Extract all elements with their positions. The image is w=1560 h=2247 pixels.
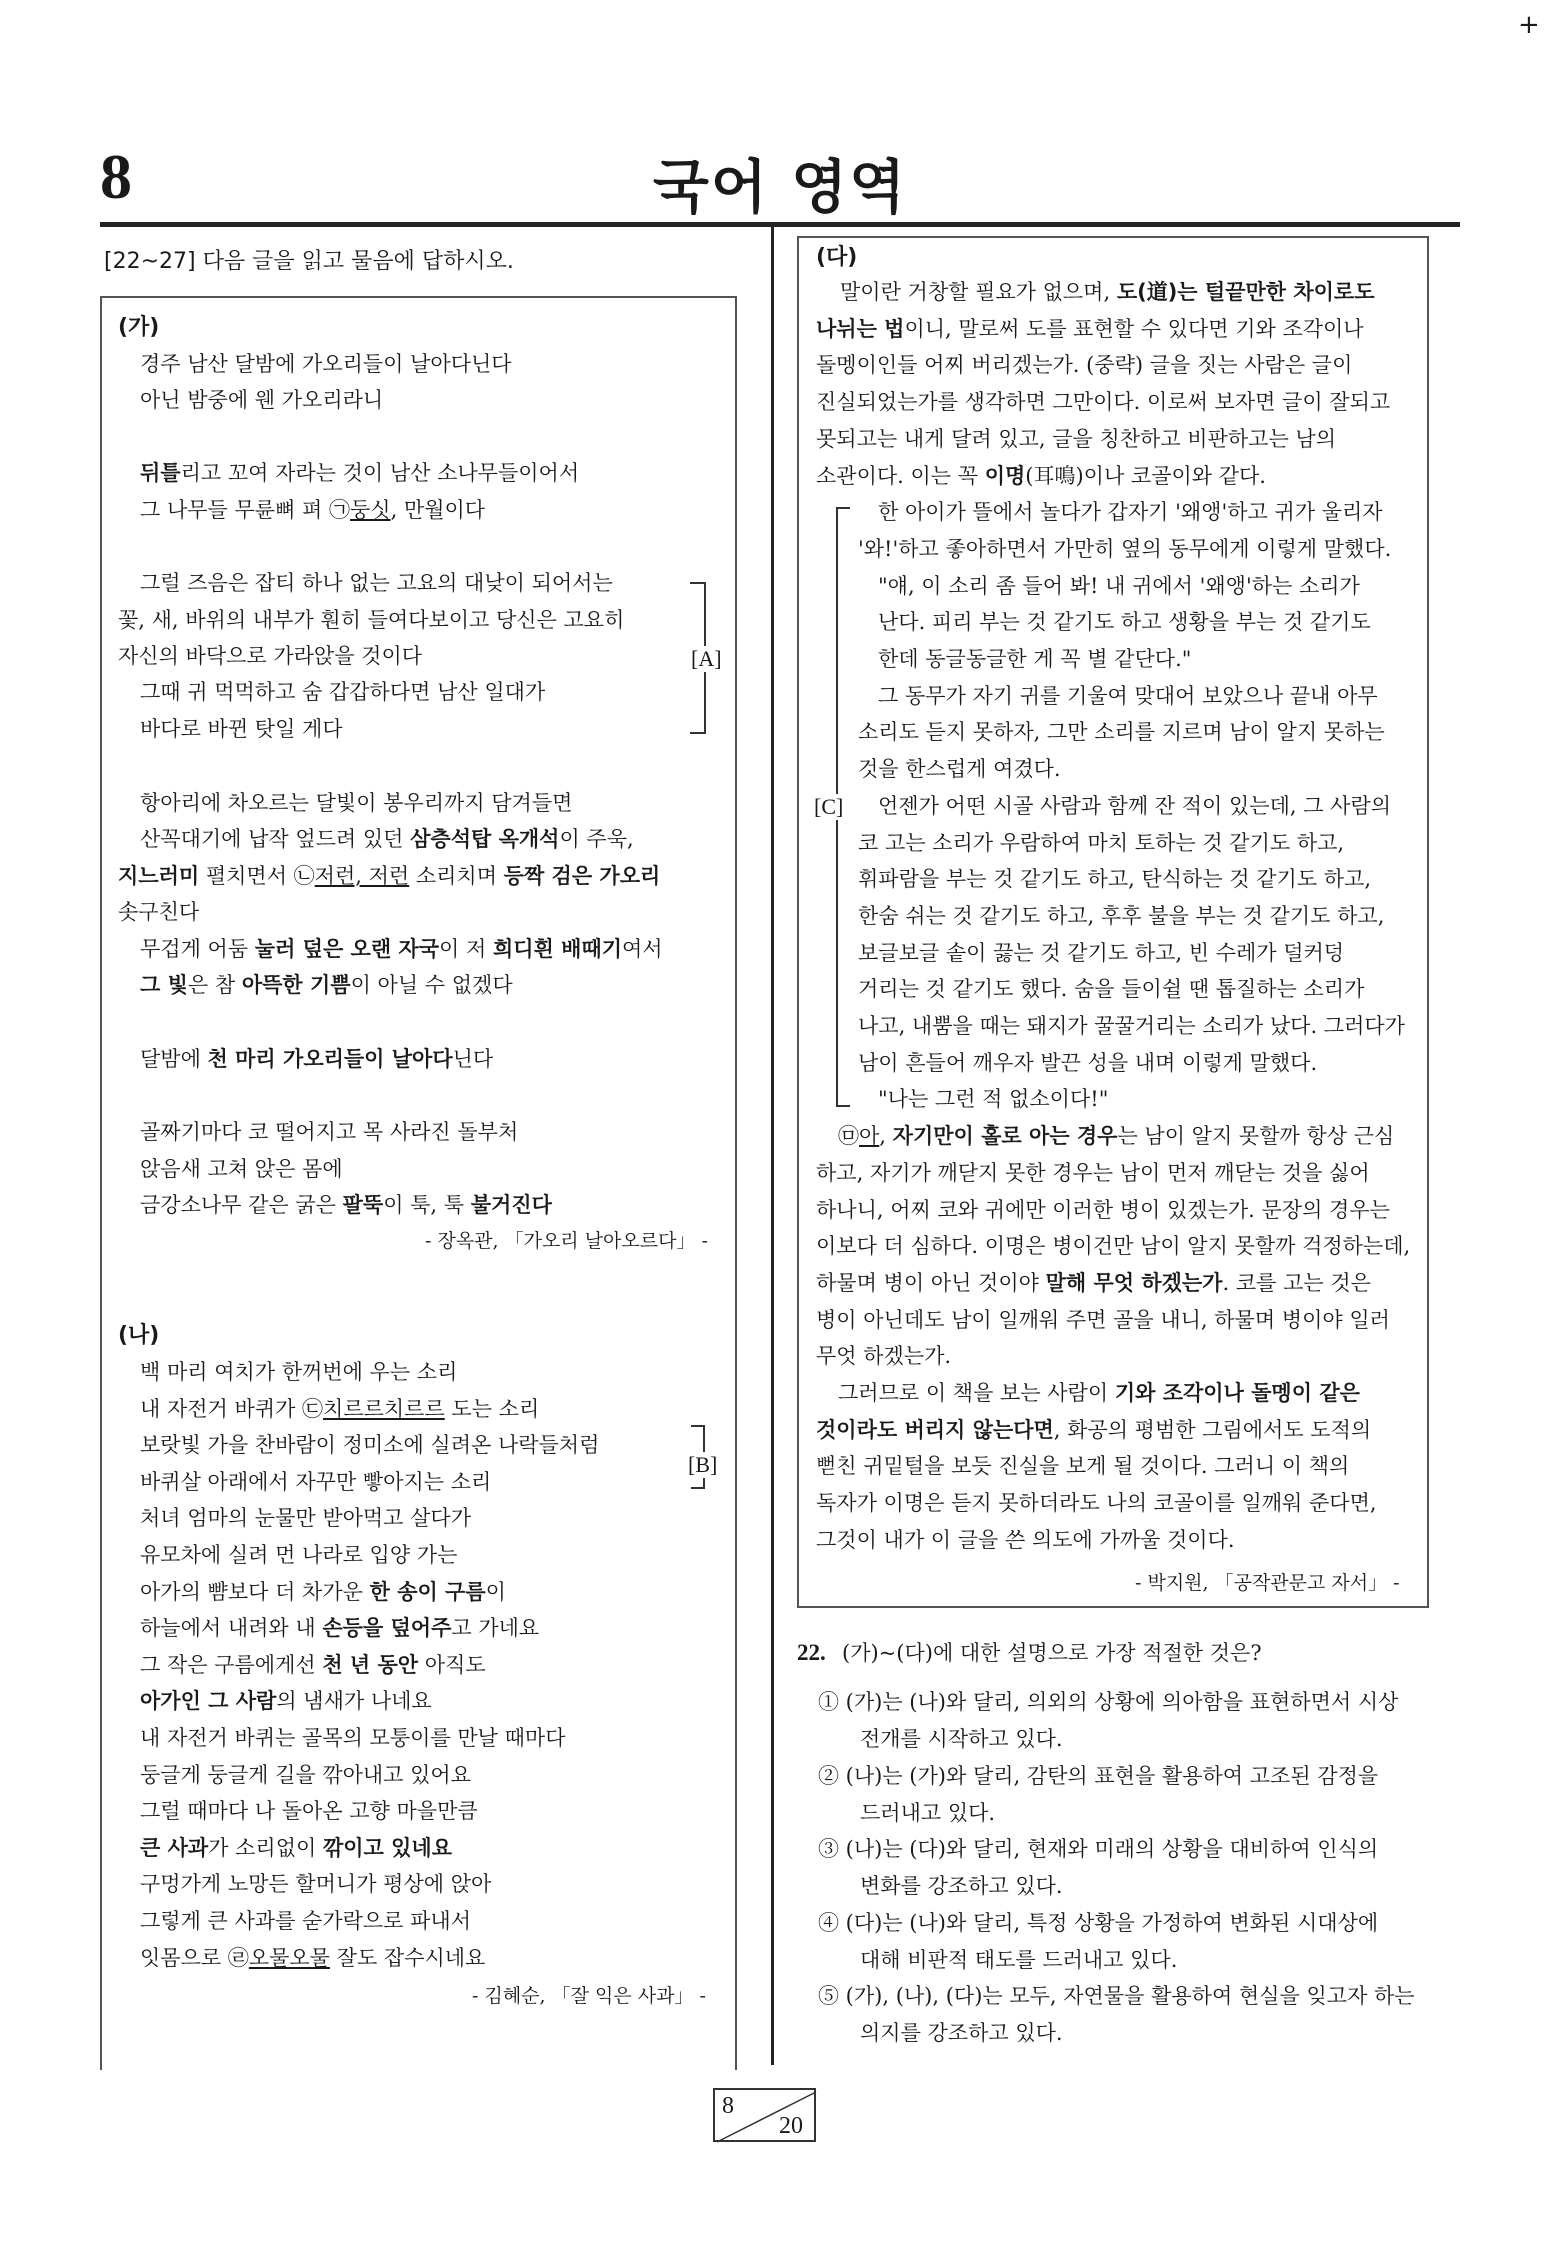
passage-na-line: 처녀 엄마의 눈물만 받아먹고 살다가 [140, 1506, 471, 1530]
page-number: 8 [100, 141, 132, 212]
passage-ga-line: 꽃, 새, 바위의 내부가 훤히 들여다보이고 당신은 고요히 [118, 608, 625, 632]
passage-ga-line: 경주 남산 달밤에 가오리들이 날아다닌다 [140, 352, 512, 376]
answer-choice-4[interactable]: 대해 비판적 태도를 드러내고 있다. [860, 1948, 1178, 1972]
passage-da-line: "얘, 이 소리 좀 들어 봐! 내 귀에서 '왜앵'하는 소리가 [878, 574, 1360, 598]
passage-ga-line: 바다로 바뀐 탓일 게다 [140, 717, 343, 741]
page-title: 국어 영역 [652, 153, 908, 221]
passage-da-line: ㉤아, 자기만이 홀로 아는 경우는 남이 알지 못할까 항상 근심 [838, 1124, 1395, 1148]
passage-ga-line: 지느러미 펼치면서 ㉡저런, 저런 소리치며 등짝 검은 가오리 [118, 864, 661, 888]
passage-da-line: 하물며 병이 아닌 것이야 말해 무엇 하겠는가. 코를 고는 것은 [816, 1271, 1371, 1295]
passage-ga-source: - 장옥관, 「가오리 날아오르다」 - [425, 1230, 708, 1252]
passage-da-line: 하나니, 어찌 코와 귀에만 이러한 병이 있겠는가. 문장의 경우는 [816, 1198, 1390, 1222]
passage-ga-line: 항아리에 차오르는 달빛이 봉우리까지 담겨들면 [140, 791, 573, 815]
bracket-b-label: [B] [688, 1452, 718, 1477]
passage-da-line: 병이 아닌데도 남이 일깨워 주면 골을 내니, 하물며 병이야 일러 [816, 1308, 1390, 1332]
passage-da-line: "나는 그런 적 없소이다!" [878, 1087, 1109, 1111]
passage-da-line: 것을 한스럽게 여겼다. [858, 757, 1061, 781]
passage-da-line: 언젠가 어떤 시골 사람과 함께 잔 적이 있는데, 그 사람의 [878, 794, 1392, 818]
bracket-a-label: [A] [691, 646, 722, 671]
passage-ga-line: 그 빛은 참 아뜩한 기쁨이 아닐 수 없겠다 [140, 973, 513, 997]
passage-ga-line: 그럴 즈음은 잡티 하나 없는 고요의 대낮이 되어서는 [140, 571, 613, 595]
answer-choice-2[interactable]: 드러내고 있다. [860, 1801, 996, 1825]
passage-da-line: 남이 흔들어 깨우자 발끈 성을 내며 이렇게 말했다. [858, 1051, 1318, 1075]
passage-ga-line: 그 나무들 무륜뼈 펴 ㉠둥싯, 만월이다 [140, 498, 486, 522]
passage-na-line: 보랏빛 가을 찬바람이 정미소에 실려온 나락들처럼 [140, 1433, 600, 1457]
passage-da-line: 소관이다. 이는 꼭 이명(耳鳴)이나 코골이와 같다. [816, 464, 1266, 488]
passage-da-line: 그것이 내가 이 글을 쓴 의도에 가까울 것이다. [816, 1528, 1235, 1552]
passage-da-line: 돌멩이인들 어찌 버리겠는가. (중략) 글을 짓는 사람은 글이 [816, 353, 1353, 377]
passage-ga-line: 무겁게 어둠 눌러 덮은 오랜 자국이 저 희디흰 배때기여서 [140, 937, 663, 961]
passage-na-line: 바퀴살 아래에서 자꾸만 빻아지는 소리 [140, 1470, 492, 1494]
passage-ga-line: 아닌 밤중에 웬 가오리라니 [140, 388, 384, 412]
passage-da-line: 한데 동글동글한 게 꼭 별 같단다." [878, 647, 1192, 671]
column-divider [771, 222, 774, 2065]
passage-da-source: - 박지원, 「공작관문고 자서」 - [1135, 1572, 1400, 1594]
passage-ga-line: 달밤에 천 마리 가오리들이 날아다닌다 [140, 1047, 494, 1071]
passage-na-line: 둥글게 둥글게 길을 깎아내고 있어요 [140, 1763, 471, 1787]
passage-da-line: 소리도 듣지 못하자, 그만 소리를 지르며 남이 알지 못하는 [858, 720, 1385, 744]
passage-da-line: 그러므로 이 책을 보는 사람이 기와 조각이나 돌멩이 같은 [838, 1381, 1360, 1405]
passage-da-line: 못되고는 내게 달려 있고, 글을 칭찬하고 비판하고는 남의 [816, 427, 1336, 451]
passage-na-line: 아가의 뺨보다 더 차가운 한 송이 구름이 [140, 1580, 506, 1604]
bracket-c-label: [C] [814, 794, 844, 819]
answer-choice-5[interactable]: 의지를 강조하고 있다. [860, 2021, 1063, 2045]
passage-da-line: 거리는 것 같기도 했다. 숨을 들이쉴 땐 톱질하는 소리가 [858, 977, 1365, 1001]
passage-na-line: 하늘에서 내려와 내 손등을 덮어주고 가네요 [140, 1616, 540, 1640]
passage-da-line: 독자가 이명은 듣지 못하더라도 나의 코골이를 일깨워 준다면, [816, 1491, 1377, 1515]
passage-na-line: 그럴 때마다 나 돌아온 고향 마을만큼 [140, 1799, 478, 1823]
passage-da-line: 무엇 하겠는가. [816, 1344, 952, 1368]
passage-na-source: - 김혜순, 「잘 익은 사과」 - [472, 1985, 706, 2007]
passage-ga-label: (가) [118, 315, 160, 340]
passage-da-line: 코 고는 소리가 우람하여 마치 토하는 것 같기도 하고, [858, 831, 1345, 855]
passage-da-line: 하고, 자기가 깨닫지 못한 경우는 남이 먼저 깨닫는 것을 싫어 [816, 1161, 1370, 1185]
crop-mark: + [1518, 10, 1540, 40]
passage-da-line: 말이란 거창할 필요가 없으며, 도(道)는 털끝만한 차이로도 [840, 280, 1375, 304]
passage-na-line: 그렇게 큰 사과를 숟가락으로 파내서 [140, 1909, 471, 1933]
passage-da-line: 나뉘는 법이니, 말로써 도를 표현할 수 있다면 기와 조각이나 [816, 317, 1364, 341]
passage-na-line: 백 마리 여치가 한꺼번에 우는 소리 [140, 1360, 458, 1384]
passage-na-line: 구멍가게 노망든 할머니가 평상에 앉아 [140, 1872, 492, 1896]
passage-ga-line: 자신의 바닥으로 가라앉을 것이다 [118, 644, 423, 668]
passage-ga-line: 솟구친다 [118, 900, 200, 924]
answer-choice-5[interactable]: ⑤ (가), (나), (다)는 모두, 자연물을 활용하여 현실을 잊고자 하는 [818, 1984, 1415, 2008]
question-stem: (가)~(다)에 대한 설명으로 가장 적절한 것은? [842, 1641, 1262, 1665]
passage-da-line: 한 아이가 뜰에서 놀다가 갑자기 '왜앵'하고 귀가 울리자 [878, 500, 1383, 524]
passage-da-line: 진실되었는가를 생각하면 그만이다. 이로써 보자면 글이 잘되고 [816, 390, 1391, 414]
passage-ga-line: 뒤틀리고 꼬여 자라는 것이 남산 소나무들이어서 [140, 461, 580, 485]
passage-ga-line: 골짜기마다 코 떨어지고 목 사라진 돌부처 [140, 1120, 519, 1144]
question-number: 22. [797, 1640, 826, 1665]
answer-choice-2[interactable]: ② (나)는 (가)와 달리, 감탄의 표현을 활용하여 고조된 감정을 [818, 1764, 1379, 1788]
passage-na-line: 내 자전거 바퀴가 ㉢치르르치르르 도는 소리 [140, 1397, 540, 1421]
footer-current-page: 8 [722, 2093, 734, 2119]
passage-da-line: 난다. 피리 부는 것 같기도 하고 생황을 부는 것 같기도 [878, 610, 1371, 634]
passage-da-line: 것이라도 버리지 않는다면, 화공의 평범한 그림에서도 도적의 [816, 1418, 1372, 1442]
passage-da-line: 보글보글 솥이 끓는 것 같기도 하고, 빈 수레가 덜커덩 [858, 941, 1345, 965]
passage-na-label: (나) [118, 1323, 160, 1348]
passage-da-line: 나고, 내뿜을 때는 돼지가 꿀꿀거리는 소리가 났다. 그러다가 [858, 1014, 1405, 1038]
passage-da-line: 휘파람을 부는 것 같기도 하고, 탄식하는 것 같기도 하고, [858, 867, 1372, 891]
header-rule [100, 222, 1460, 227]
passage-da-line: 그 동무가 자기 귀를 기울여 맞대어 보았으나 끝내 아무 [878, 684, 1378, 708]
answer-choice-3[interactable]: 변화를 강조하고 있다. [860, 1874, 1063, 1898]
answer-choice-3[interactable]: ③ (나)는 (다)와 달리, 현재와 미래의 상황을 대비하여 인식의 [818, 1837, 1379, 1861]
passage-na-line: 유모차에 실려 먼 나라로 입양 가는 [140, 1543, 458, 1567]
passage-ga-line: 앉음새 고쳐 앉은 몸에 [140, 1157, 343, 1181]
passage-da-line: '와!'하고 좋아하면서 가만히 옆의 동무에게 이렇게 말했다. [858, 537, 1392, 561]
footer-total-pages: 20 [779, 2113, 803, 2139]
passage-na-line: 큰 사과가 소리없이 깎이고 있네요 [140, 1836, 452, 1860]
passage-na-line: 그 작은 구름에게선 천 년 동안 아직도 [140, 1653, 486, 1677]
passage-da-label: (다) [816, 245, 858, 270]
passage-da-line: 한숨 쉬는 것 같기도 하고, 후후 불을 부는 것 같기도 하고, [858, 904, 1385, 928]
instruction: [22~27] 다음 글을 읽고 물음에 답하시오. [104, 249, 514, 274]
answer-choice-1[interactable]: ① (가)는 (나)와 달리, 의외의 상황에 의아함을 표현하면서 시상 [818, 1690, 1399, 1714]
passage-ga-line: 그때 귀 먹먹하고 숨 갑갑하다면 남산 일대가 [140, 680, 546, 704]
answer-choice-4[interactable]: ④ (다)는 (나)와 달리, 특정 상황을 가정하여 변화된 시대상에 [818, 1911, 1379, 1935]
passage-na-line: 내 자전거 바퀴는 골목의 모퉁이를 만날 때마다 [140, 1726, 566, 1750]
passage-na-line: 잇몸으로 ㉣오물오물 잘도 잡수시네요 [140, 1946, 486, 1970]
answer-choice-1[interactable]: 전개를 시작하고 있다. [860, 1727, 1063, 1751]
passage-da-line: 이보다 더 심하다. 이명은 병이건만 남이 알지 못할까 걱정하는데, [816, 1234, 1411, 1258]
passage-ga-line: 금강소나무 같은 굵은 팔뚝이 툭, 툭 불거진다 [140, 1193, 552, 1217]
passage-na-line: 아가인 그 사람의 냄새가 나네요 [140, 1689, 432, 1713]
passage-ga-line: 산꼭대기에 납작 엎드려 있던 삼층석탑 옥개석이 주욱, [140, 827, 634, 851]
passage-da-line: 뻗친 귀밑털을 보듯 진실을 보게 될 것이다. 그러니 이 책의 [816, 1454, 1350, 1478]
